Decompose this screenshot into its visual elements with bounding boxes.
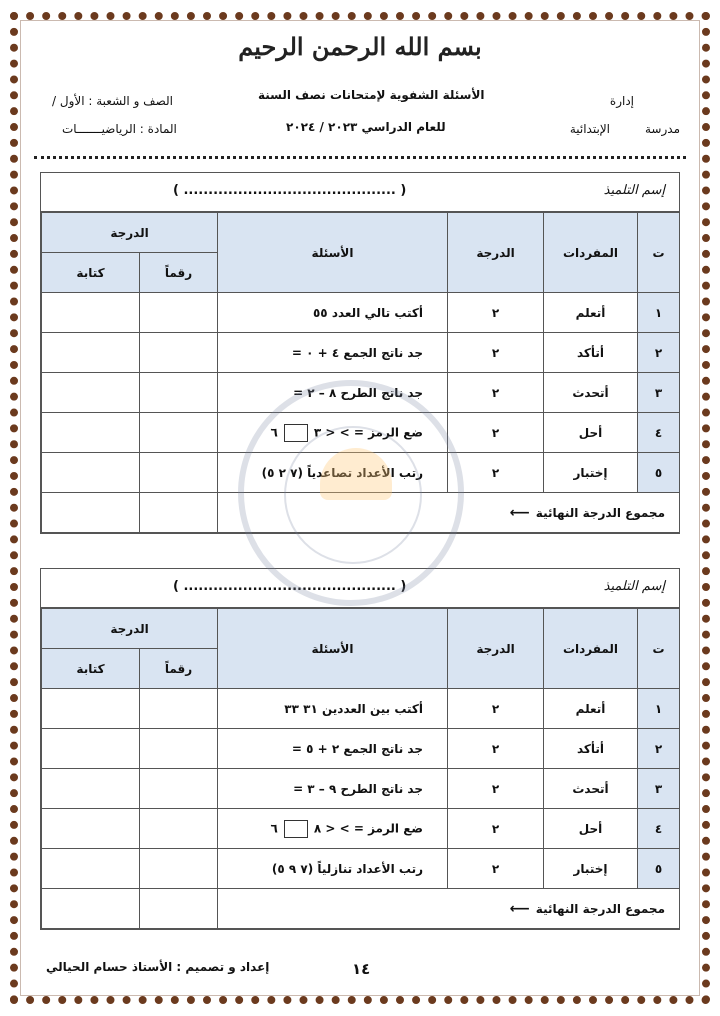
col-vocab: المفردات bbox=[544, 213, 638, 293]
score-digits-cell[interactable] bbox=[140, 373, 218, 413]
table-row bbox=[42, 413, 680, 453]
arrow-left-icon: ⟵ bbox=[509, 504, 530, 521]
row-grade: ٢ bbox=[448, 729, 544, 769]
answer-box[interactable] bbox=[284, 424, 308, 442]
questions-table bbox=[41, 608, 680, 929]
row-vocab: أتعلم bbox=[544, 293, 638, 333]
table-row bbox=[42, 453, 680, 493]
row-number: ٣ bbox=[638, 373, 680, 413]
col-writing: كتابة bbox=[42, 253, 140, 293]
row-vocab: أتأكد bbox=[544, 333, 638, 373]
total-writing-cell[interactable] bbox=[42, 889, 140, 929]
row-number: ٥ bbox=[638, 849, 680, 889]
score-writing-cell[interactable] bbox=[42, 293, 140, 333]
row-number: ١ bbox=[638, 293, 680, 333]
row-question: جد ناتج الجمع ٤ + ٠ = bbox=[218, 333, 448, 373]
score-writing-cell[interactable] bbox=[42, 453, 140, 493]
row-vocab: أحل bbox=[544, 413, 638, 453]
student-name-field[interactable]: ( ........................................... ) bbox=[173, 579, 407, 594]
answer-box[interactable] bbox=[284, 820, 308, 838]
total-text: مجموع الدرجة النهائية bbox=[535, 901, 666, 916]
row-vocab: أتحدث bbox=[544, 769, 638, 809]
academic-year: للعام الدراسي ٢٠٢٣ / ٢٠٢٤ bbox=[286, 120, 446, 134]
col-digits: رقماً bbox=[140, 253, 218, 293]
score-writing-cell[interactable] bbox=[42, 809, 140, 849]
score-digits-cell[interactable] bbox=[140, 293, 218, 333]
score-digits-cell[interactable] bbox=[140, 453, 218, 493]
total-text: مجموع الدرجة النهائية bbox=[535, 505, 666, 520]
score-digits-cell[interactable] bbox=[140, 413, 218, 453]
row-grade: ٢ bbox=[448, 333, 544, 373]
row-number: ٤ bbox=[638, 809, 680, 849]
col-questions: الأسئلة bbox=[218, 609, 448, 689]
total-digits-cell[interactable] bbox=[140, 889, 218, 929]
row-grade: ٢ bbox=[448, 453, 544, 493]
student-name-label: إسم التلميذ bbox=[603, 183, 665, 198]
student-name-label: إسم التلميذ bbox=[603, 579, 665, 594]
score-writing-cell[interactable] bbox=[42, 729, 140, 769]
score-writing-cell[interactable] bbox=[42, 849, 140, 889]
row-grade: ٢ bbox=[448, 809, 544, 849]
table-row bbox=[42, 373, 680, 413]
question-after: ٦ bbox=[270, 425, 278, 439]
row-question: أكتب بين العددين ٣١ ٣٣ bbox=[218, 689, 448, 729]
arrow-left-icon: ⟵ bbox=[509, 900, 530, 917]
col-digits: رقماً bbox=[140, 649, 218, 689]
header-divider bbox=[34, 156, 686, 159]
total-writing-cell[interactable] bbox=[42, 493, 140, 533]
score-digits-cell[interactable] bbox=[140, 333, 218, 373]
col-writing: كتابة bbox=[42, 649, 140, 689]
col-score: الدرجة bbox=[42, 213, 218, 253]
total-digits-cell[interactable] bbox=[140, 493, 218, 533]
row-number: ٤ bbox=[638, 413, 680, 453]
class-label: الصف و الشعبة : الأول / bbox=[52, 94, 174, 108]
row-grade: ٢ bbox=[448, 689, 544, 729]
subject-label: المادة : الرياضيـــــــات bbox=[62, 122, 177, 136]
row-question bbox=[218, 413, 448, 453]
row-question: أكتب تالي العدد ٥٥ bbox=[218, 293, 448, 333]
row-grade: ٢ bbox=[448, 293, 544, 333]
score-writing-cell[interactable] bbox=[42, 689, 140, 729]
credit-line: إعداد و تصميم : الأستاذ حسام الحيالي bbox=[46, 960, 270, 974]
score-writing-cell[interactable] bbox=[42, 413, 140, 453]
col-questions: الأسئلة bbox=[218, 213, 448, 293]
col-number: ت bbox=[638, 609, 680, 689]
table-row bbox=[42, 849, 680, 889]
row-vocab: أتأكد bbox=[544, 729, 638, 769]
table-row bbox=[42, 809, 680, 849]
row-vocab: أحل bbox=[544, 809, 638, 849]
score-digits-cell[interactable] bbox=[140, 729, 218, 769]
row-vocab: إختبار bbox=[544, 453, 638, 493]
table-row bbox=[42, 293, 680, 333]
question-text: ضع الرمز = > < ٨ bbox=[313, 821, 424, 835]
total-row bbox=[42, 889, 680, 929]
row-question: جد ناتج الجمع ٢ + ٥ = bbox=[218, 729, 448, 769]
row-vocab: أتحدث bbox=[544, 373, 638, 413]
score-digits-cell[interactable] bbox=[140, 849, 218, 889]
score-writing-cell[interactable] bbox=[42, 333, 140, 373]
col-number: ت bbox=[638, 213, 680, 293]
question-text: ضع الرمز = > < ٣ bbox=[313, 425, 424, 439]
row-number: ٣ bbox=[638, 769, 680, 809]
exam-sheet-2 bbox=[40, 568, 680, 930]
page-number: ١٤ bbox=[352, 960, 371, 978]
score-digits-cell[interactable] bbox=[140, 809, 218, 849]
col-score: الدرجة bbox=[42, 609, 218, 649]
row-grade: ٢ bbox=[448, 373, 544, 413]
student-name-field[interactable]: ( ........................................... ) bbox=[173, 183, 407, 198]
row-grade: ٢ bbox=[448, 769, 544, 809]
col-grade: الدرجة bbox=[448, 213, 544, 293]
exam-sheet-1 bbox=[40, 172, 680, 534]
row-number: ٢ bbox=[638, 729, 680, 769]
row-question bbox=[218, 809, 448, 849]
row-grade: ٢ bbox=[448, 849, 544, 889]
col-vocab: المفردات bbox=[544, 609, 638, 689]
row-number: ٥ bbox=[638, 453, 680, 493]
table-row bbox=[42, 333, 680, 373]
student-name-row bbox=[41, 173, 679, 212]
school-type: الإبتدائية bbox=[569, 122, 610, 136]
table-row bbox=[42, 689, 680, 729]
total-row bbox=[42, 493, 680, 533]
student-name-row bbox=[41, 569, 679, 608]
score-digits-cell[interactable] bbox=[140, 689, 218, 729]
questions-table bbox=[41, 212, 680, 533]
question-after: ٦ bbox=[270, 821, 278, 835]
col-grade: الدرجة bbox=[448, 609, 544, 689]
row-number: ١ bbox=[638, 689, 680, 729]
total-label bbox=[218, 493, 680, 533]
row-question: رتب الأعداد تصاعدياً (٧ ٢ ٥) bbox=[218, 453, 448, 493]
table-row bbox=[42, 769, 680, 809]
score-digits-cell[interactable] bbox=[140, 769, 218, 809]
madrasa-label: مدرسة bbox=[644, 122, 680, 136]
table-row bbox=[42, 729, 680, 769]
row-question: رتب الأعداد تنازلياً (٧ ٩ ٥) bbox=[218, 849, 448, 889]
score-writing-cell[interactable] bbox=[42, 373, 140, 413]
row-question: جد ناتج الطرح ٩ – ٣ = bbox=[218, 769, 448, 809]
basmala: بسم الله الرحمن الرحيم bbox=[238, 32, 482, 61]
row-number: ٢ bbox=[638, 333, 680, 373]
idara-label: إدارة bbox=[609, 94, 634, 108]
total-label bbox=[218, 889, 680, 929]
row-vocab: إختبار bbox=[544, 849, 638, 889]
row-question: جد ناتج الطرح ٨ – ٢ = bbox=[218, 373, 448, 413]
score-writing-cell[interactable] bbox=[42, 769, 140, 809]
exam-title: الأسئلة الشفوية لإمتحانات نصف السنة bbox=[258, 88, 485, 102]
row-grade: ٢ bbox=[448, 413, 544, 453]
row-vocab: أتعلم bbox=[544, 689, 638, 729]
